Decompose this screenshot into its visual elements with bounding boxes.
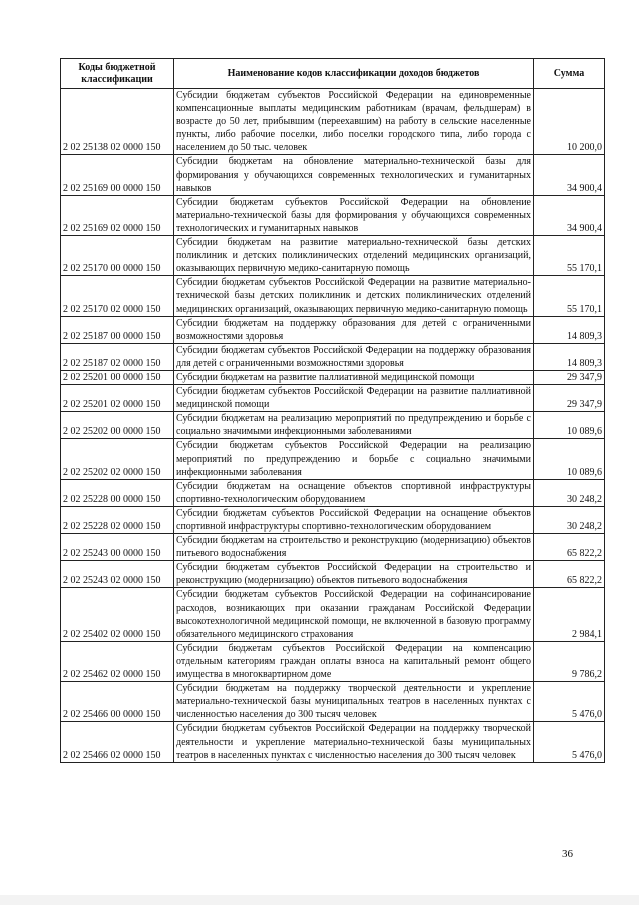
code-cell: 2 02 25170 02 0000 150 bbox=[61, 276, 174, 316]
name-cell: Субсидии бюджетам субъектов Российской Федерации на единовременные компенсационные выплаты медицинским работникам (врачам, фельдшерам) в возрасте до 50 лет, прибывшим (переехавшим) на работу в сельские населенные пункты, либо рабочие поселки, либо поселки городского типа, либо города с населением до 50 тыс. человек bbox=[174, 89, 534, 155]
name-cell: Субсидии бюджетам субъектов Российской Федерации на развитие материально-технической базы детских поликлиник и детских поликлинических отделений медицинских организаций, оказывающих первичную медико-санитарную помощь bbox=[174, 276, 534, 316]
name-cell: Субсидии бюджетам на развитие материально-технической базы детских поликлиник и детских поликлинических отделений медицинских организаций, оказывающих первичную медико-санитарную помощь bbox=[174, 236, 534, 276]
code-cell: 2 02 25462 02 0000 150 bbox=[61, 641, 174, 681]
table-header-row bbox=[61, 59, 605, 89]
table-row bbox=[61, 439, 605, 479]
code-cell: 2 02 25228 02 0000 150 bbox=[61, 506, 174, 533]
code-cell: 2 02 25169 00 0000 150 bbox=[61, 155, 174, 195]
table-row bbox=[61, 506, 605, 533]
header-sum: Сумма bbox=[534, 59, 605, 89]
sum-cell: 5 476,0 bbox=[534, 682, 605, 722]
scan-bottom-edge bbox=[0, 895, 639, 905]
sum-cell: 14 809,3 bbox=[534, 316, 605, 343]
sum-cell: 10 200,0 bbox=[534, 89, 605, 155]
table-row bbox=[61, 276, 605, 316]
header-code: Коды бюджетной классификации bbox=[61, 59, 174, 89]
code-cell: 2 02 25169 02 0000 150 bbox=[61, 195, 174, 235]
code-cell: 2 02 25202 02 0000 150 bbox=[61, 439, 174, 479]
table-row bbox=[61, 588, 605, 641]
table-body bbox=[61, 89, 605, 763]
table-row bbox=[61, 370, 605, 384]
code-cell: 2 02 25228 00 0000 150 bbox=[61, 479, 174, 506]
table-row bbox=[61, 155, 605, 195]
sum-cell: 29 347,9 bbox=[534, 370, 605, 384]
sum-cell: 55 170,1 bbox=[534, 276, 605, 316]
name-cell: Субсидии бюджетам на обновление материально-технической базы для формирования у обучающихся современных технологических и гуманитарных навыков bbox=[174, 155, 534, 195]
name-cell: Субсидии бюджетам субъектов Российской Федерации на поддержку образования для детей с ограниченными возможностями здоровья bbox=[174, 343, 534, 370]
name-cell: Субсидии бюджетам субъектов Российской Федерации на развитие паллиативной медицинской помощи bbox=[174, 385, 534, 412]
sum-cell: 5 476,0 bbox=[534, 722, 605, 762]
table-row bbox=[61, 236, 605, 276]
sum-cell: 2 984,1 bbox=[534, 588, 605, 641]
name-cell: Субсидии бюджетам субъектов Российской Федерации на строительство и реконструкцию (модернизацию) объектов питьевого водоснабжения bbox=[174, 561, 534, 588]
sum-cell: 10 089,6 bbox=[534, 412, 605, 439]
sum-cell: 29 347,9 bbox=[534, 385, 605, 412]
code-cell: 2 02 25466 00 0000 150 bbox=[61, 682, 174, 722]
sum-cell: 30 248,2 bbox=[534, 506, 605, 533]
code-cell: 2 02 25170 00 0000 150 bbox=[61, 236, 174, 276]
table-row bbox=[61, 89, 605, 155]
code-cell: 2 02 25138 02 0000 150 bbox=[61, 89, 174, 155]
name-cell: Субсидии бюджетам субъектов Российской Федерации на обновление материально-технической базы для формирования у обучающихся современных технологических и гуманитарных навыков bbox=[174, 195, 534, 235]
table-row bbox=[61, 316, 605, 343]
sum-cell: 55 170,1 bbox=[534, 236, 605, 276]
page-number: 36 bbox=[562, 848, 573, 860]
name-cell: Субсидии бюджетам на строительство и реконструкцию (модернизацию) объектов питьевого водоснабжения bbox=[174, 534, 534, 561]
table-row bbox=[61, 343, 605, 370]
name-cell: Субсидии бюджетам на оснащение объектов спортивной инфраструктуры спортивно-технологическим оборудованием bbox=[174, 479, 534, 506]
code-cell: 2 02 25201 00 0000 150 bbox=[61, 370, 174, 384]
code-cell: 2 02 25187 00 0000 150 bbox=[61, 316, 174, 343]
name-cell: Субсидии бюджетам субъектов Российской Федерации на софинансирование расходов, возникающих при оказании гражданам Российской Федерации высокотехнологичной медицинской помощи, не включенной в базовую программу обязательного медицинского страхования bbox=[174, 588, 534, 641]
code-cell: 2 02 25201 02 0000 150 bbox=[61, 385, 174, 412]
table-row bbox=[61, 641, 605, 681]
sum-cell: 10 089,6 bbox=[534, 439, 605, 479]
table-row bbox=[61, 561, 605, 588]
name-cell: Субсидии бюджетам субъектов Российской Федерации на реализацию мероприятий по предупреждению и борьбе с социально значимыми инфекционными заболевания bbox=[174, 439, 534, 479]
sum-cell: 30 248,2 bbox=[534, 479, 605, 506]
table-row bbox=[61, 385, 605, 412]
table-row bbox=[61, 412, 605, 439]
table-row bbox=[61, 479, 605, 506]
name-cell: Субсидии бюджетам на поддержку творческой деятельности и укрепление материально-технической базы муниципальных театров в населенных пунктах с численностью населения до 300 тысяч человек bbox=[174, 682, 534, 722]
table-row bbox=[61, 682, 605, 722]
name-cell: Субсидии бюджетам субъектов Российской Федерации на оснащение объектов спортивной инфраструктуры спортивно-технологическим оборудованием bbox=[174, 506, 534, 533]
table-row bbox=[61, 534, 605, 561]
code-cell: 2 02 25187 02 0000 150 bbox=[61, 343, 174, 370]
code-cell: 2 02 25466 02 0000 150 bbox=[61, 722, 174, 762]
budget-classification-table bbox=[60, 58, 605, 763]
sum-cell: 14 809,3 bbox=[534, 343, 605, 370]
code-cell: 2 02 25202 00 0000 150 bbox=[61, 412, 174, 439]
name-cell: Субсидии бюджетам на реализацию мероприятий по предупреждению и борьбе с социально значимыми инфекционными заболеваниями bbox=[174, 412, 534, 439]
table-row bbox=[61, 195, 605, 235]
name-cell: Субсидии бюджетам на развитие паллиативной медицинской помощи bbox=[174, 370, 534, 384]
code-cell: 2 02 25243 00 0000 150 bbox=[61, 534, 174, 561]
sum-cell: 65 822,2 bbox=[534, 534, 605, 561]
sum-cell: 34 900,4 bbox=[534, 195, 605, 235]
table-row bbox=[61, 722, 605, 762]
code-cell: 2 02 25243 02 0000 150 bbox=[61, 561, 174, 588]
header-name: Наименование кодов классификации доходов бюджетов bbox=[174, 59, 534, 89]
name-cell: Субсидии бюджетам на поддержку образования для детей с ограниченными возможностями здоровья bbox=[174, 316, 534, 343]
sum-cell: 34 900,4 bbox=[534, 155, 605, 195]
name-cell: Субсидии бюджетам субъектов Российской Федерации на компенсацию отдельным категориям граждан оплаты взноса на капитальный ремонт общего имущества в многоквартирном доме bbox=[174, 641, 534, 681]
sum-cell: 9 786,2 bbox=[534, 641, 605, 681]
name-cell: Субсидии бюджетам субъектов Российской Федерации на поддержку творческой деятельности и укрепление материально-технической базы муниципальных театров в населенных пунктах с численностью населения до 300 тысяч человек bbox=[174, 722, 534, 762]
code-cell: 2 02 25402 02 0000 150 bbox=[61, 588, 174, 641]
sum-cell: 65 822,2 bbox=[534, 561, 605, 588]
